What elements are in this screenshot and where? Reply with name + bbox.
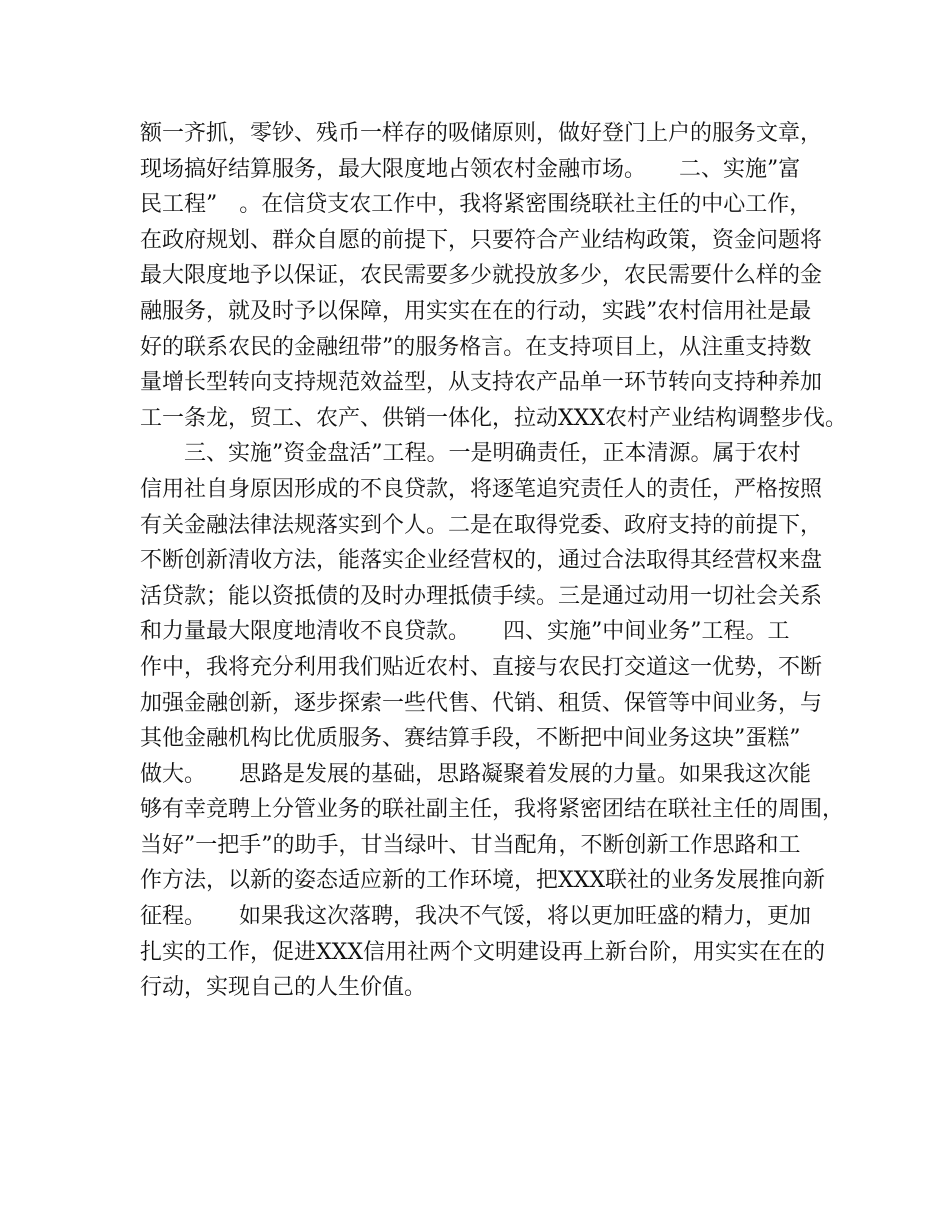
- text-line: 好的联系农民的金融纽带”的服务格言。在支持项目上，从注重支持数: [140, 334, 812, 360]
- text-line: 征程。 如果我这次落聘，我决不气馁，将以更加旺盛的精力，更加: [140, 904, 812, 930]
- text-line: 和力量最大限度地清收不良贷款。 四、实施”中间业务”工程。工: [140, 619, 790, 645]
- text-line: 工一条龙，贸工、农产、供销一体化，拉动XXX农村产业结构调整步伐。: [140, 405, 847, 431]
- text-line: 最大限度地予以保证，农民需要多少就投放多少，农民需要什么样的金: [140, 263, 823, 289]
- text-line: 不断创新清收方法，能落实企业经营权的，通过合法取得其经营权来盘: [140, 548, 823, 574]
- text-line: 加强金融创新，逐步探索一些代售、代销、租赁、保管等中间业务，与: [140, 690, 823, 716]
- text-line: 作方法，以新的姿态适应新的工作环境，把XXX联社的业务发展推向新: [140, 868, 825, 894]
- text-line: 民工程” 。在信贷支农工作中，我将紧密围绕联社主任的中心工作，: [140, 192, 812, 218]
- text-line: 额一齐抓，零钞、残币一样存的吸储原则，做好登门上户的服务文章，: [140, 121, 823, 146]
- text-line: 够有幸竞聘上分管业务的联社副主任，我将紧密团结在联社主任的周围，: [140, 797, 845, 823]
- text-line: 现场搞好结算服务，最大限度地占领农村金融市场。 二、实施”富: [140, 156, 801, 182]
- text-line: 作中，我将充分利用我们贴近农村、直接与农民打交道这一优势，不断: [140, 654, 823, 680]
- text-line: 量增长型转向支持规范效益型，从支持农产品单一环节转向支持种养加: [140, 370, 823, 396]
- text-line: 活贷款；能以资抵债的及时办理抵债手续。三是通过动用一切社会关系: [140, 583, 823, 609]
- text-line: 做大。 思路是发展的基础，思路凝聚着发展的力量。如果我这次能: [140, 761, 812, 787]
- text-line: 其他金融机构比优质服务、赛结算手段，不断把中间业务这块”蛋糕”: [140, 726, 801, 752]
- text-line: 行动，实现自己的人生价值。: [140, 975, 427, 1001]
- text-line: 在政府规划、群众自愿的前提下，只要符合产业结构政策，资金问题将: [140, 227, 823, 253]
- text-line: 有关金融法律法规落实到个人。二是在取得党委、政府支持的前提下，: [140, 512, 823, 538]
- text-line: 扎实的工作，促进XXX信用社两个文明建设再上新台阶，用实实在在的: [140, 939, 825, 965]
- text-line: 融服务，就及时予以保障，用实实在在的行动，实践”农村信用社是最: [140, 298, 812, 324]
- text-line: 信用社自身原因形成的不良贷款，将逐笔追究责任人的责任，严格按照: [140, 476, 823, 502]
- body-text: [140, 116, 847, 1006]
- text-line: 三、实施”资金盘活”工程。一是明确责任，正本清源。属于农村: [140, 441, 801, 467]
- text-line: 当好”一把手”的助手，甘当绿叶、甘当配角，不断创新工作思路和工: [140, 832, 801, 858]
